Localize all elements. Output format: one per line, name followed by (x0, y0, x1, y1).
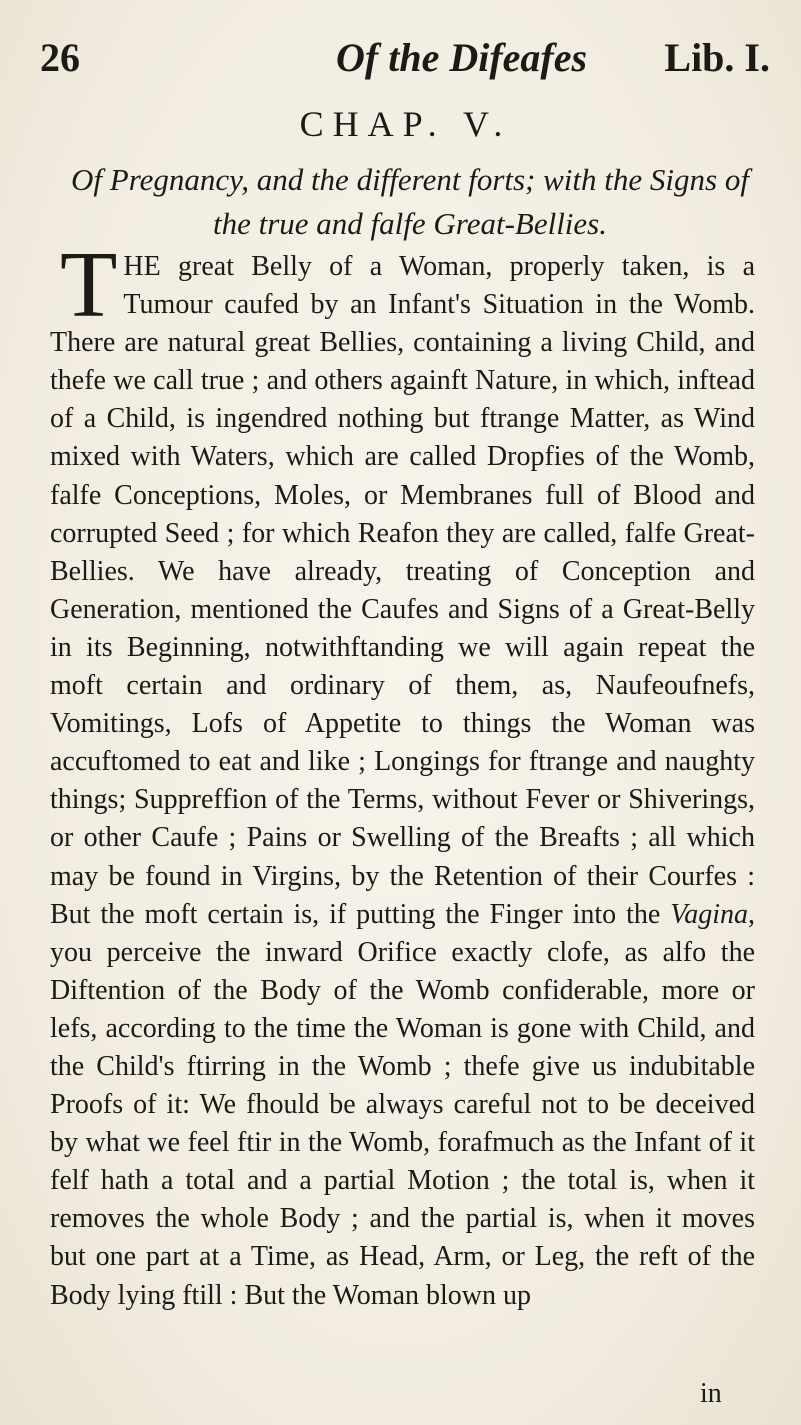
body-paragraph (50, 233, 755, 1315)
body-text-part-2: , you perceive the inward Orifice exactly clofe, as alfo the Diftention of the Body of the Womb confiderable, more or lefs, according to the time the Woman is gone with Child, and the Child's ftirring in the Womb ; thefe give us indubitable Proofs of it: We fhould be always careful not to be deceived by what we feel ftir in the Womb, forafmuch as the Infant of it felf hath a total and a partial Motion ; the total is, when it removes the whole Body ; and the partial is, when it moves but one part at a Time, as Head, Arm, or Leg, the reft of the Body lying ftill : But the Woman blown up (50, 898, 755, 1311)
book-number: Lib. I. (664, 35, 770, 80)
catchword: in (700, 1378, 722, 1409)
page-number: 26 (40, 35, 80, 80)
chapter-heading: CHAP. V. (299, 104, 512, 144)
italic-term: Vagina (670, 898, 748, 930)
running-head (40, 34, 770, 94)
drop-cap: T (60, 233, 118, 337)
chapter-subtitle: Of Pregnancy, and the different forts; with the Signs of the true and falfe Great-Bellies. (71, 162, 749, 241)
running-title: Of the Difeafes (336, 35, 588, 80)
body-text-part-1: HE great Belly of a Woman, properly taken, is a Tumour caufed by an Infant's Situation in the Womb. There are natural great Bellies, containing a living Child, and thefe we call true ; and others againft Nature, in which, inftead of a Child, is ingendred nothing but ftrange Matter, as Wind mixed with Waters, which are called Dropfies of the Womb, falfe Conceptions, Moles, or Membranes full of Blood and corrupted Seed ; for which Reafon they are called, falfe Great-Bellies. We have already, treating of Conception and Generation, mentioned the Caufes and Signs of a Great-Belly in its Beginning, notwithftanding we will again repeat the moft certain and ordinary of them, as, Naufeoufnefs, Vomitings, Lofs of Appetite to things the Woman was accuftomed to eat and like ; Longings for ftrange and naughty things; Suppreffion of the Terms, without Fever or Shiverings, or other Caufe ; Pains or Swelling of the Breafts ; all which may be found in Virgins, by the Retention of their Courfes : But the moft certain is, if putting the Finger into the (50, 251, 755, 930)
